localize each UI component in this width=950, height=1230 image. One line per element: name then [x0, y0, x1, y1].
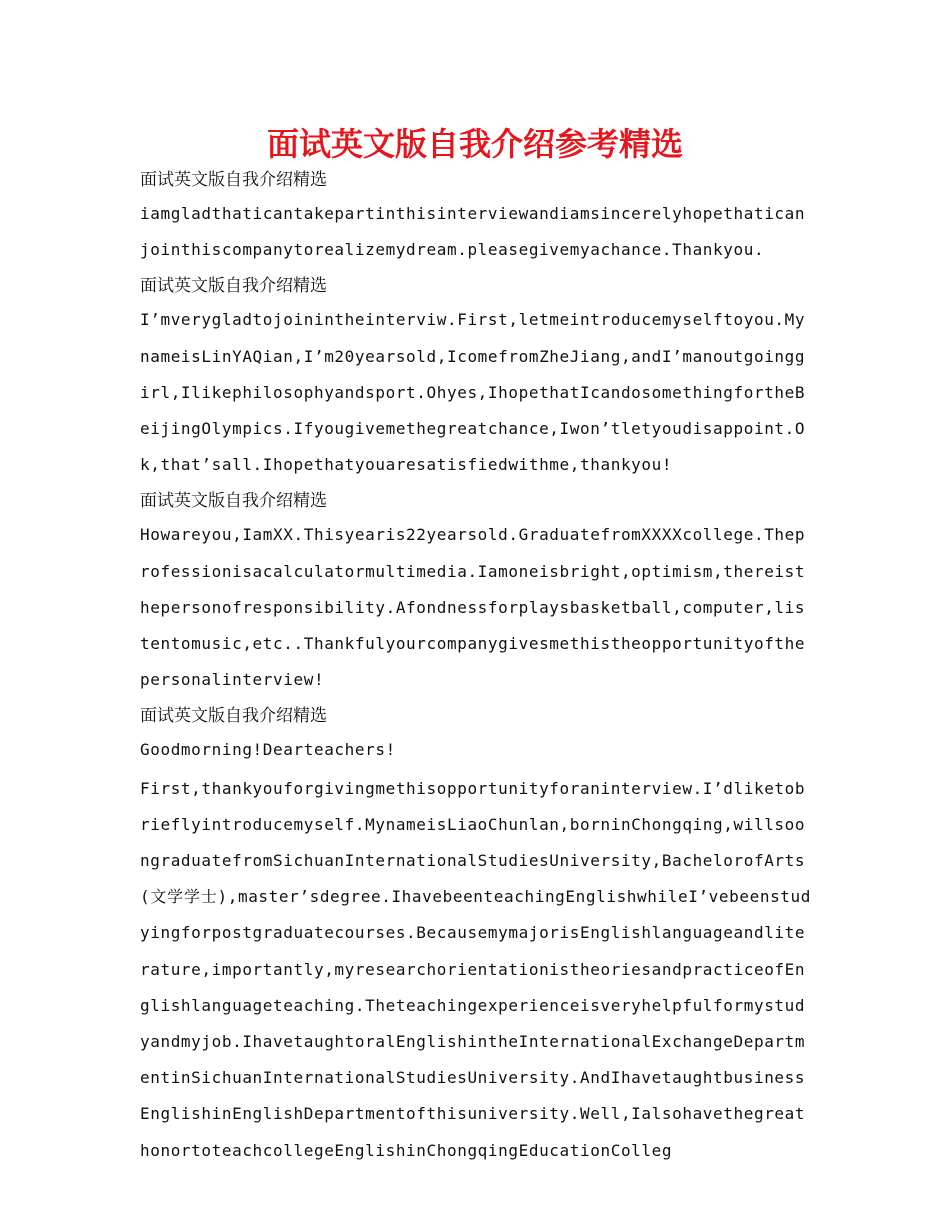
document-title: 面试英文版自我介绍参考精选	[266, 125, 683, 163]
section-4	[140, 700, 811, 1168]
section-1	[140, 164, 811, 268]
section-paragraph: Howareyou,IamXX.Thisyearis22yearsold.GraduatefromXXXXcollege.Theprofessionisacalculatormultimedia.Iamoneisbright,optimism,thereisthepersonofresponsibility.Afondnessforplaysbasketball,computer,listentomusic,etc..Thankfulyourcompanygivesmethistheopportunityofthepersonalinterview!	[140, 525, 806, 690]
section-2	[140, 270, 811, 483]
document-body	[140, 164, 811, 1171]
section-paragraph: Goodmorning!Dearteachers!	[140, 740, 396, 760]
section-heading: 面试英文版自我介绍精选	[140, 706, 327, 727]
section-paragraph: First,thankyouforgivingmethisopportunityforaninterview.I’dliketobrieflyintroducemyself.MynameisLiaoChunlan,borninChongqing,willsoongraduatefromSichuanInternationalStudiesUniversity,BachelorofArts(文学学士),master’sdegree.IhavebeenteachingEnglishwhileI’vebeenstudyingforpostgraduatecourses.BecausemymajorisEnglishlanguageandliterature,importantly,myresearchorientationistheoriesandpracticeofEnglishlanguageteaching.Theteachingexperienceisveryhelpfulformystudyandmyjob.IhavetaughtoralEnglishintheInternationalExchangeDepartmentinSichuanInternationalStudiesUniversity.AndIhavetaughtbusinessEnglishinEnglishDepartmentofthisuniversity.Well,IalsohavethegreathonortoteachcollegeEnglishinChongqingEducationColleg	[140, 778, 811, 1160]
section-paragraph: iamgladthaticantakepartinthisinterviewandiamsincerelyhopethaticanjointhiscompanytorealizemydream.pleasegivemyachance.Thankyou.	[140, 204, 806, 260]
section-paragraph: I’mverygladtojoinintheinterviw.First,letmeintroducemyselftoyou.MynameisLinYAQian,I’m20yearsold,IcomefromZheJiang,andI’manoutgoinggirl,Ilikephilosophyandsport.Ohyes,IhopethatIcandosomethingfortheBeijingOlympics.Ifyougivemethegreatchance,Iwon’tletyoudisappoint.Ok,that’sall.Ihopethatyouaresatisfiedwithme,thankyou!	[140, 310, 806, 475]
section-3	[140, 485, 811, 698]
section-heading: 面试英文版自我介绍精选	[140, 491, 327, 512]
section-heading: 面试英文版自我介绍精选	[140, 170, 327, 190]
section-heading: 面试英文版自我介绍精选	[140, 276, 327, 297]
